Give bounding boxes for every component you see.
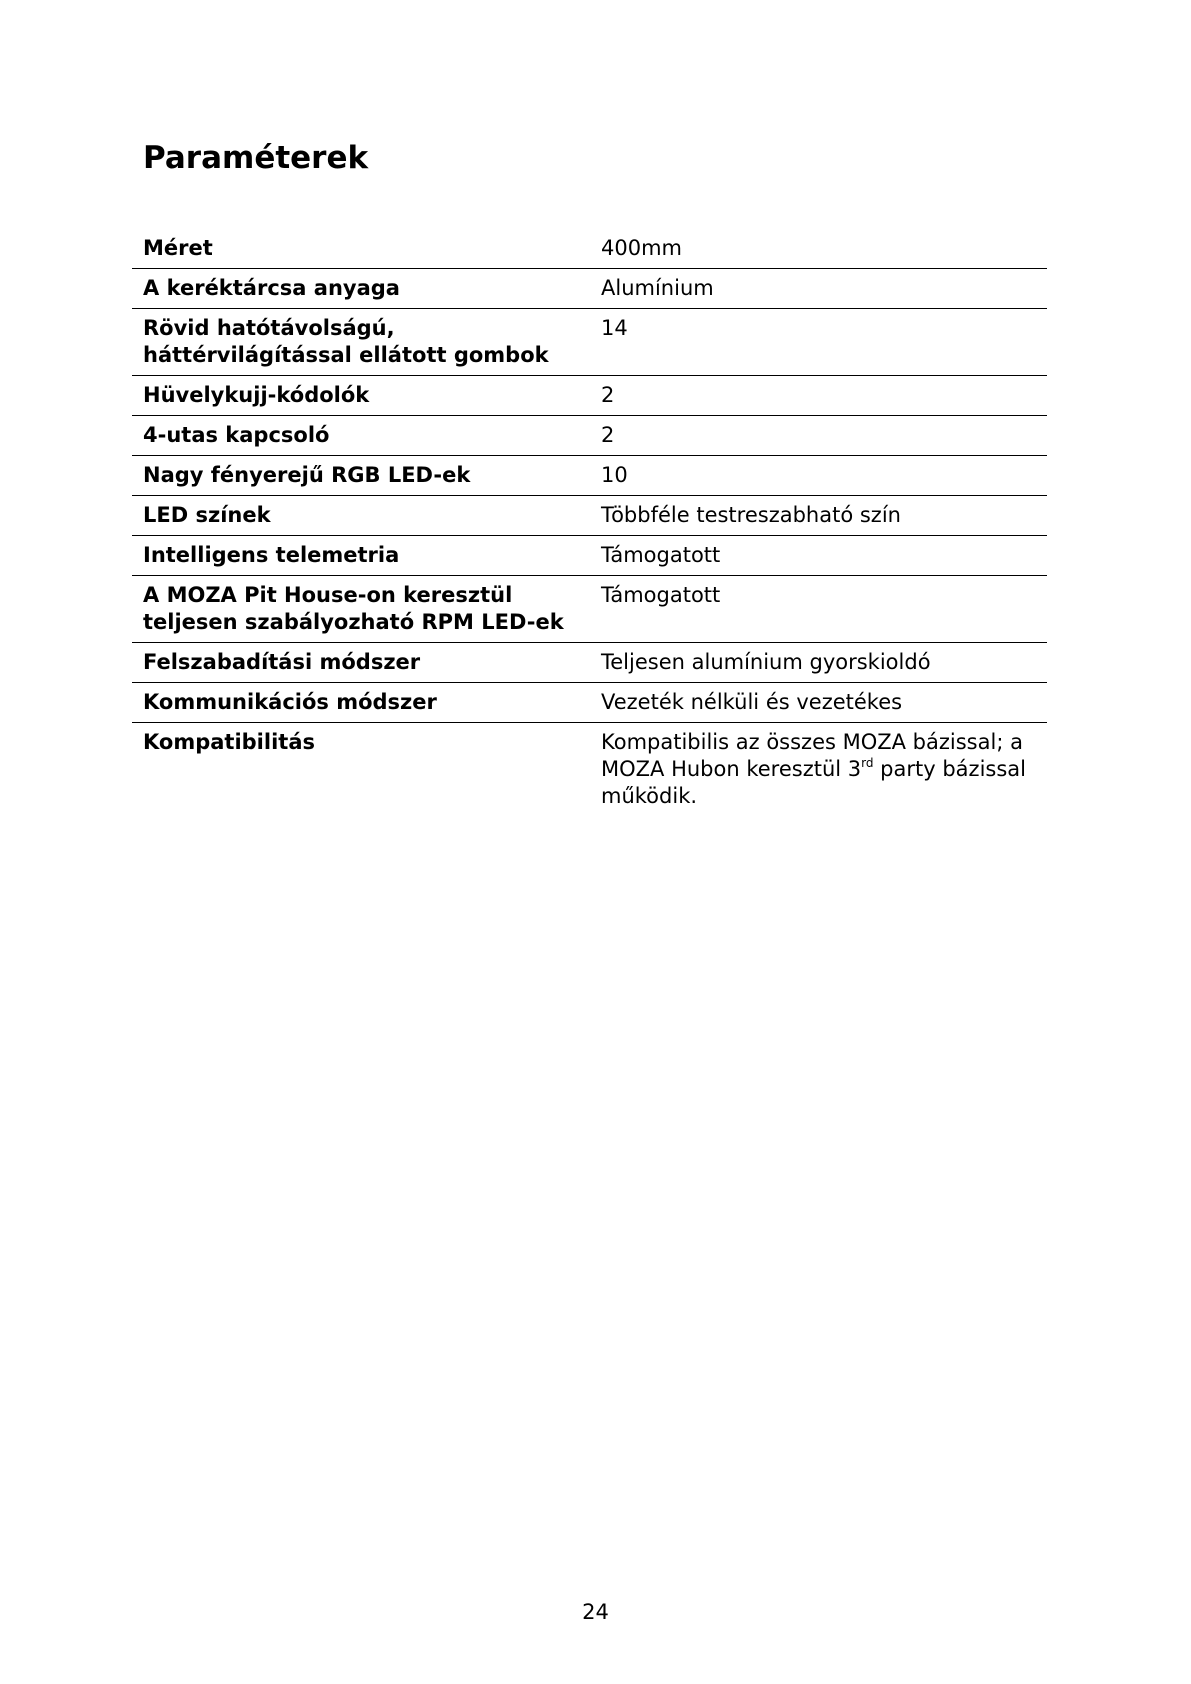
spec-value [589,723,1047,817]
table-row [132,643,1047,683]
spec-label: Kommunikációs módszer [143,690,437,714]
spec-value-line: Kompatibilis az összes MOZA bázissal; a [601,730,1023,754]
spec-value: 14 [601,316,628,340]
spec-label [132,576,589,643]
spec-label: Felszabadítási módszer [143,650,421,674]
page-title: Paraméterek [143,140,369,176]
spec-label [132,309,589,376]
spec-value: 2 [601,383,615,407]
spec-label-line: háttérvilágítással ellátott gombok [143,343,549,367]
table-row [132,683,1047,723]
spec-label: Nagy fényerejű RGB LED-ek [143,463,471,487]
spec-label: Hüvelykujj-kódolók [143,383,370,407]
table-row [132,376,1047,416]
spec-value-line: működik. [601,784,698,808]
spec-value-line-part: party bázissal [873,757,1026,781]
spec-value: Támogatott [601,583,721,607]
table-row [132,416,1047,456]
table-row [132,230,1047,269]
table-row [132,269,1047,309]
spec-value: 10 [601,463,628,487]
spec-label: LED színek [143,503,271,527]
table-row [132,536,1047,576]
page-number: 24 [582,1600,609,1624]
spec-label: Kompatibilitás [143,730,315,754]
table-row [132,576,1047,643]
spec-value: Vezeték nélküli és vezetékes [601,690,903,714]
ordinal-suffix: rd [861,756,874,770]
spec-value: Támogatott [601,543,721,567]
spec-label-line: Rövid hatótávolságú, [143,316,395,340]
table-row [132,456,1047,496]
spec-value: Teljesen alumínium gyorskioldó [601,650,931,674]
parameters-table [132,230,1047,816]
spec-value: Többféle testreszabható szín [601,503,901,527]
spec-value-line-part: MOZA Hubon keresztül 3 [601,757,862,781]
spec-label-line: teljesen szabályozható RPM LED-ek [143,610,564,634]
spec-label-line: A MOZA Pit House-on keresztül [143,583,513,607]
spec-label: A keréktárcsa anyaga [143,276,400,300]
spec-label: Intelligens telemetria [143,543,400,567]
spec-value: 2 [601,423,615,447]
spec-label: 4-utas kapcsoló [143,423,330,447]
spec-value: Alumínium [601,276,714,300]
spec-label: Méret [143,236,213,260]
table-row [132,309,1047,376]
table-row [132,723,1047,817]
spec-value: 400mm [601,236,682,260]
table-row [132,496,1047,536]
